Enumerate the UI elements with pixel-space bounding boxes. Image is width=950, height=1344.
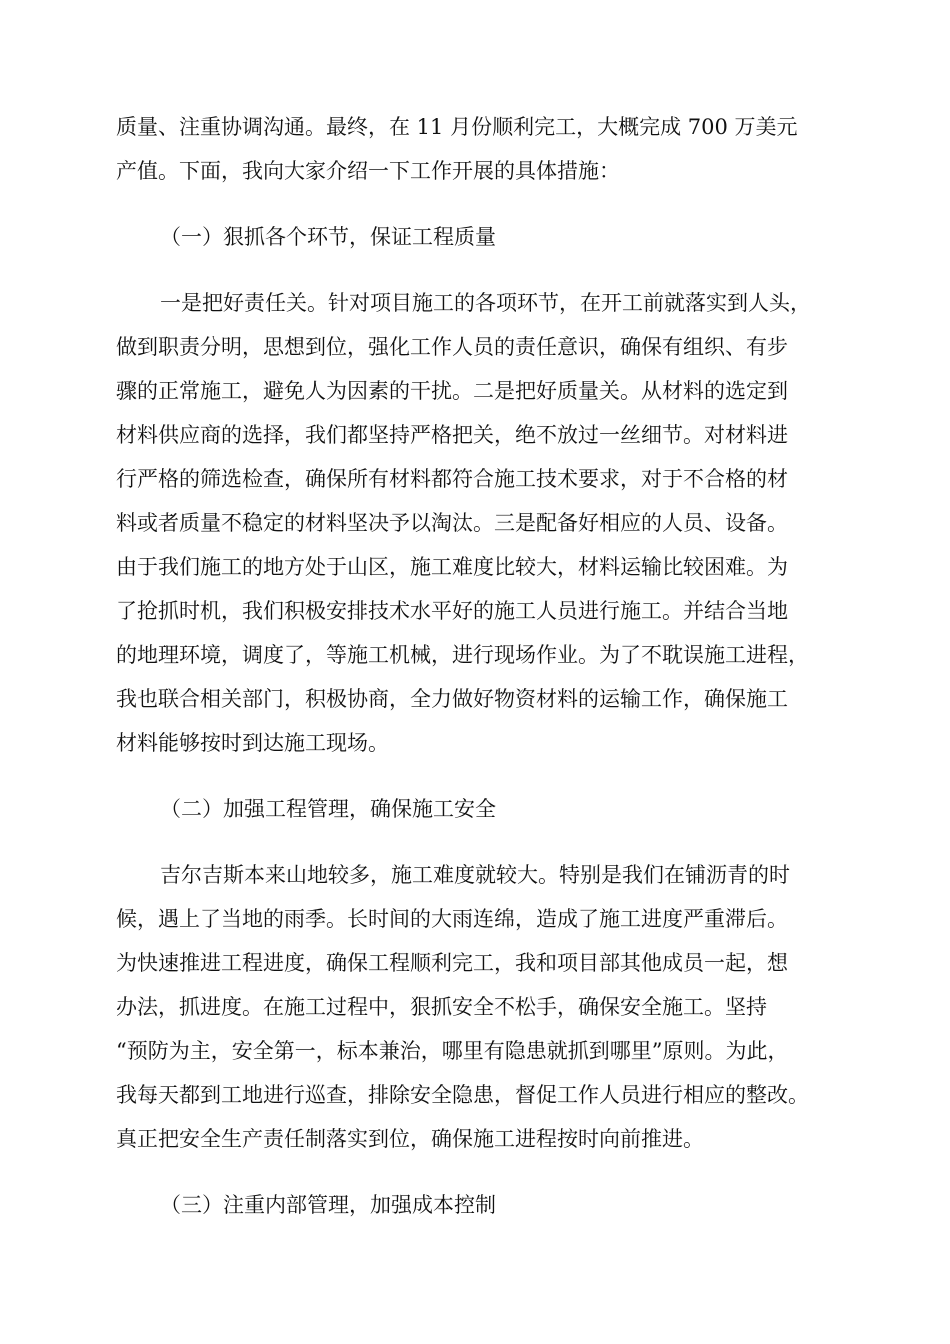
section-1-paragraph	[116, 281, 856, 765]
intro-paragraph	[116, 105, 856, 193]
text-line: 由于我们施工的地方处于山区，施工难度比较大，材料运输比较困难。为	[116, 555, 788, 579]
section-heading-1: （一）狠抓各个环节，保证工程质量	[160, 225, 496, 249]
text-line: 真正把安全生产责任制落实到位，确保施工进程按时向前推进。	[116, 1127, 704, 1151]
section-2-paragraph	[116, 853, 856, 1161]
text-line: 的地理环境，调度了，等施工机械，进行现场作业。为了不耽误施工进程，	[116, 643, 809, 667]
text-line: 材料能够按时到达施工现场。	[116, 731, 389, 755]
text-line: 骤的正常施工，避免人为因素的干扰。二是把好质量关。从材料的选定到	[116, 379, 788, 403]
text-line: 为快速推进工程进度，确保工程顺利完工，我和项目部其他成员一起，想	[116, 951, 788, 975]
text-line: 办法，抓进度。在施工过程中，狠抓安全不松手，确保安全施工。坚持	[116, 995, 767, 1019]
text-line: 质量、注重协调沟通。最终，在 11 月份顺利完工，大概完成 700 万美元	[116, 115, 798, 139]
text-line: “预防为主，安全第一，标本兼治，哪里有隐患就抓到哪里”原则。为此，	[116, 1039, 789, 1063]
section-heading-2: （二）加强工程管理，确保施工安全	[160, 797, 496, 821]
text-line: 我也联合相关部门，积极协商，全力做好物资材料的运输工作，确保施工	[116, 687, 788, 711]
document-body	[116, 105, 856, 1227]
text-line: 做到职责分明，思想到位，强化工作人员的责任意识，确保有组织、有步	[116, 335, 788, 359]
text-line: 产值。下面，我向大家介绍一下工作开展的具体措施：	[116, 159, 620, 183]
section-heading-3: （三）注重内部管理，加强成本控制	[160, 1193, 496, 1217]
text-line: 了抢抓时机，我们积极安排技术水平好的施工人员进行施工。并结合当地	[116, 599, 788, 623]
text-line: 吉尔吉斯本来山地较多，施工难度就较大。特别是我们在铺沥青的时	[160, 863, 790, 887]
text-line: 行严格的筛选检查，确保所有材料都符合施工技术要求，对于不合格的材	[116, 467, 788, 491]
text-line: 料或者质量不稳定的材料坚决予以淘汰。三是配备好相应的人员、设备。	[116, 511, 788, 535]
text-line: 我每天都到工地进行巡查，排除安全隐患，督促工作人员进行相应的整改。	[116, 1083, 809, 1107]
text-line: 材料供应商的选择，我们都坚持严格把关，绝不放过一丝细节。对材料进	[116, 423, 788, 447]
text-line: 一是把好责任关。针对项目施工的各项环节，在开工前就落实到人头，	[160, 291, 811, 315]
text-line: 候，遇上了当地的雨季。长时间的大雨连绵，造成了施工进度严重滞后。	[116, 907, 788, 931]
